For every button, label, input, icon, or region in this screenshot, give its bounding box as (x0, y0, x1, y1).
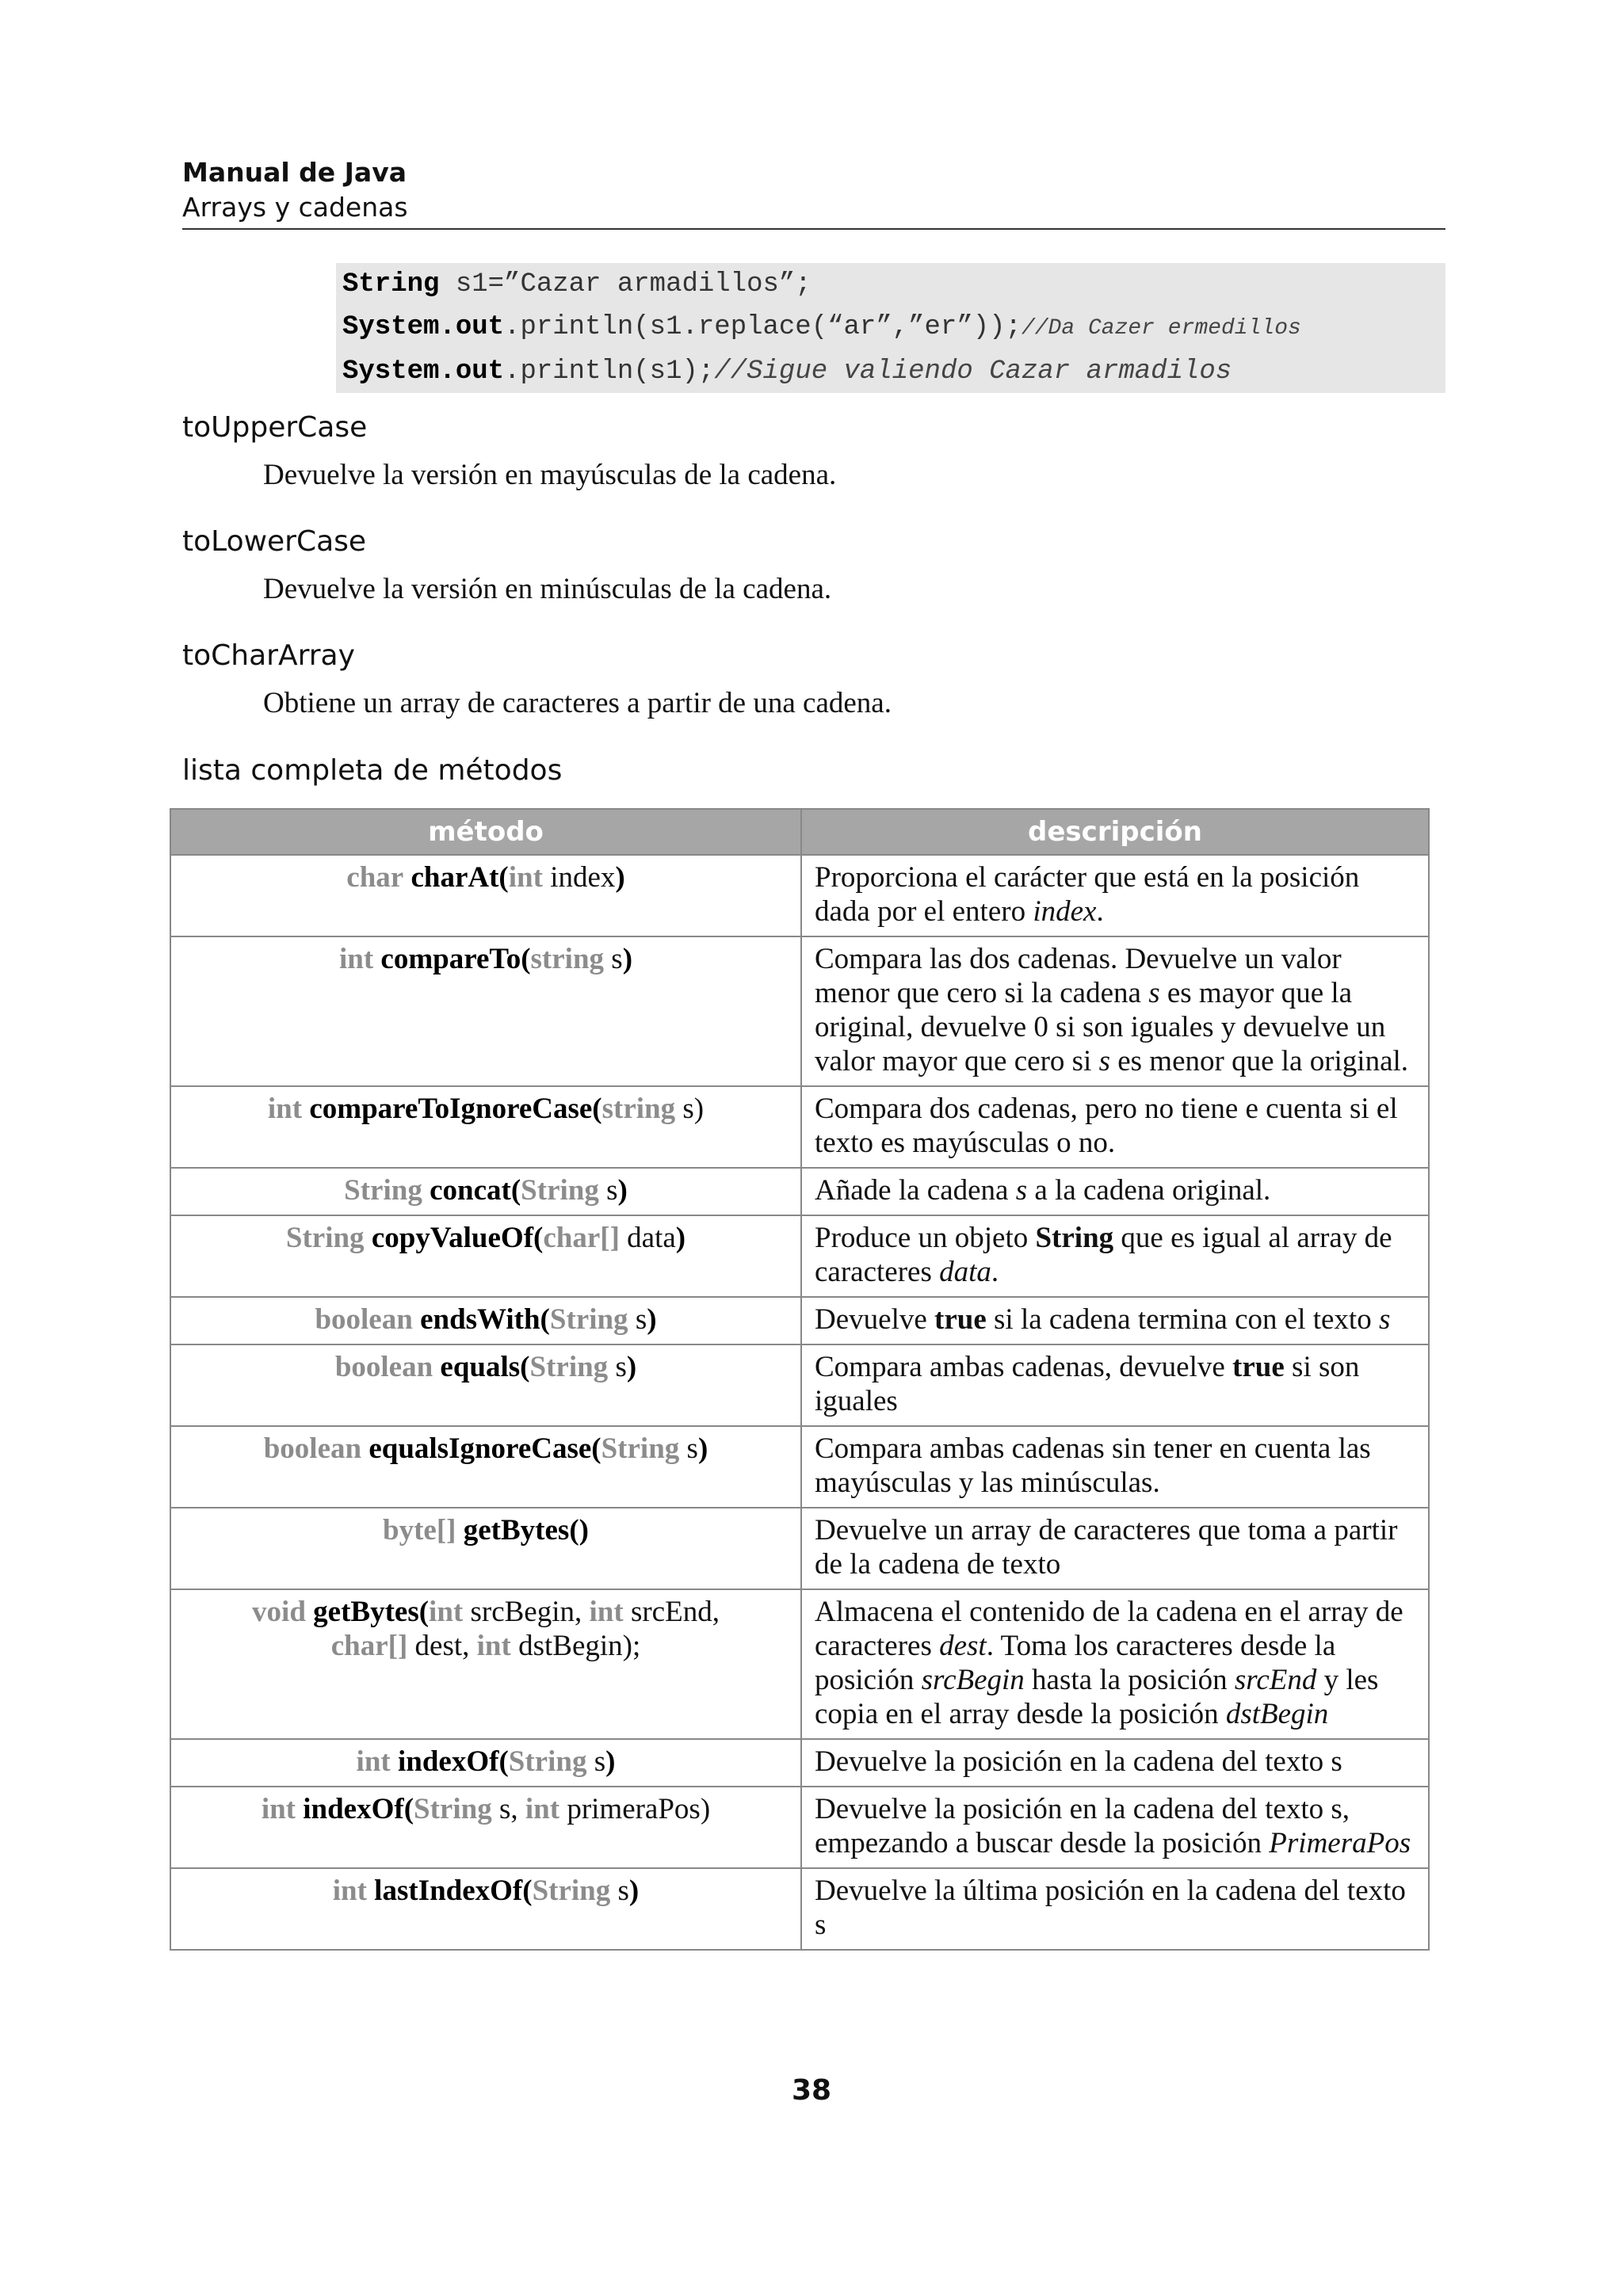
method-signature (170, 1086, 801, 1168)
method-signature (170, 1215, 801, 1297)
method-description (801, 1508, 1429, 1589)
method-signature (170, 1344, 801, 1426)
description-text: Proporciona el carácter que está en la posición dada por el entero (815, 861, 1360, 928)
method-signature (170, 1508, 801, 1589)
param-type: char[] (543, 1222, 620, 1254)
method-name: getBytes() (463, 1514, 589, 1547)
section-description: Devuelve la versión en minúsculas de la cadena. (263, 573, 832, 605)
param-type: String (549, 1303, 628, 1336)
description-text: Produce un objeto (815, 1222, 1036, 1254)
description-emphasis: data (939, 1256, 991, 1288)
table-heading (182, 751, 562, 791)
method-name: equals( (440, 1351, 530, 1383)
section-title: lista completa de métodos (182, 754, 563, 787)
method-description (801, 1589, 1429, 1739)
document-title: Manual de Java (182, 157, 407, 188)
method-name: compareToIgnoreCase( (309, 1093, 602, 1125)
param-name: dest, (407, 1630, 477, 1662)
method-description (801, 1739, 1429, 1787)
paren: ) (622, 943, 633, 975)
paren: ) (628, 1875, 640, 1907)
param-name: s) (675, 1093, 705, 1125)
description-text: Compara ambas cadenas sin tener en cuenta las mayúsculas y las minúsculas. (815, 1432, 1371, 1499)
method-description (801, 1168, 1429, 1215)
param-name: s (608, 1351, 627, 1383)
method-description (801, 1344, 1429, 1426)
code-line (342, 350, 1439, 393)
return-type: String (344, 1174, 422, 1207)
return-type: byte[] (383, 1514, 456, 1547)
description-emphasis: srcBegin (921, 1664, 1025, 1696)
code-keyword: System.out (342, 312, 505, 342)
method-signature (170, 1168, 801, 1215)
description-text: si son iguales (815, 1351, 1360, 1417)
paren: ) (675, 1222, 686, 1254)
description-text: y les copia en el array desde la posición (815, 1664, 1379, 1730)
return-type: int (338, 943, 374, 975)
return-type: char (346, 861, 404, 894)
param-type: String (508, 1745, 587, 1778)
method-signature (170, 1739, 801, 1787)
method-description (801, 1426, 1429, 1508)
table-header-row (170, 809, 1429, 855)
paren: ) (615, 861, 625, 894)
table-row (170, 1215, 1429, 1297)
section-description: Devuelve la versión en mayúsculas de la cadena. (263, 459, 837, 491)
param-name: s (628, 1303, 647, 1336)
paren: ) (617, 1174, 628, 1207)
paren: ) (647, 1303, 657, 1336)
method-name: getBytes( (313, 1596, 430, 1628)
code-text: .println(s1); (504, 357, 715, 387)
method-name: endsWith( (420, 1303, 550, 1336)
param-name: dstBegin); (510, 1630, 641, 1662)
description-emphasis: PrimeraPos (1269, 1827, 1411, 1859)
param-name: s (598, 1174, 618, 1207)
table-row (170, 1426, 1429, 1508)
table-row (170, 1739, 1429, 1787)
method-name: charAt( (411, 861, 509, 894)
description-text: Compara dos cadenas, pero no tiene e cuenta si el texto es mayúsculas o no. (815, 1093, 1398, 1159)
description-text: a la cadena original. (1027, 1174, 1271, 1207)
param-name: index (542, 861, 616, 894)
description-text: Devuelve la posición en la cadena del texto s, empezando a buscar desde la posición (815, 1793, 1350, 1859)
description-text: es mayor que la original, devuelve 0 si son iguales y devuelve un valor mayor que cero si (815, 977, 1386, 1077)
section-tolowercase (182, 522, 831, 609)
method-name: compareTo( (380, 943, 531, 975)
return-type: boolean (315, 1303, 413, 1336)
paren: ) (626, 1351, 637, 1383)
section-title: toLowerCase (182, 525, 367, 558)
description-text: . (991, 1256, 999, 1288)
table-row (170, 1086, 1429, 1168)
method-name: lastIndexOf( (374, 1875, 533, 1907)
section-tochararray (182, 636, 892, 723)
method-name: indexOf( (397, 1745, 509, 1778)
method-name: concat( (430, 1174, 521, 1207)
method-signature (170, 1297, 801, 1344)
method-name: copyValueOf( (371, 1222, 544, 1254)
param-type: String (601, 1432, 680, 1465)
description-emphasis: s (1148, 977, 1160, 1009)
param-type: int (508, 861, 543, 894)
section-description: Obtiene un array de caracteres a partir de una cadena. (263, 687, 892, 719)
param-type: String (532, 1875, 611, 1907)
method-signature (170, 1589, 801, 1739)
method-description (801, 1215, 1429, 1297)
description-text: Añade la cadena (815, 1174, 1016, 1207)
code-comment: //Sigue valiendo Cazar armadilos (714, 357, 1232, 387)
description-emphasis: index (1033, 895, 1097, 928)
code-keyword: System.out (342, 357, 505, 387)
description-text: Almacena el contenido de la cadena en el array de caracteres (815, 1596, 1403, 1662)
table-row (170, 1868, 1429, 1950)
param-type: int (429, 1596, 464, 1628)
param-name: primeraPos) (559, 1793, 711, 1825)
method-signature (170, 1426, 801, 1508)
description-text: Devuelve la posición en la cadena del texto s (815, 1745, 1342, 1778)
param-name: data (619, 1222, 676, 1254)
methods-table (170, 808, 1430, 1951)
page-number: 38 (791, 2074, 832, 2107)
code-block (336, 263, 1445, 393)
description-text: Devuelve la última posición en la cadena del texto s (815, 1875, 1406, 1941)
table-row (170, 855, 1429, 936)
param-name: s (586, 1745, 606, 1778)
description-text: . (1096, 895, 1104, 928)
section-title: toUpperCase (182, 411, 368, 444)
description-text: Compara ambas cadenas, devuelve (815, 1351, 1233, 1383)
description-text: hasta la posición (1024, 1664, 1235, 1696)
return-type: int (267, 1093, 303, 1125)
description-strong: true (934, 1303, 987, 1336)
section-title: toCharArray (182, 639, 355, 672)
code-line (342, 263, 1439, 306)
method-description (801, 855, 1429, 936)
column-header-description: descripción (801, 809, 1429, 855)
table-row (170, 1297, 1429, 1344)
chapter-title: Arrays y cadenas (182, 192, 408, 223)
method-signature (170, 1868, 801, 1950)
page-header (182, 155, 1445, 230)
param-type: int (476, 1630, 511, 1662)
return-type: void (252, 1596, 306, 1628)
table-row (170, 1168, 1429, 1215)
code-comment: //Da Cazer ermedillos (1021, 316, 1301, 341)
description-text: Devuelve (815, 1303, 935, 1336)
method-name: equalsIgnoreCase( (369, 1432, 601, 1465)
description-strong: true (1232, 1351, 1285, 1383)
paren: ) (605, 1745, 616, 1778)
description-emphasis: dest (939, 1630, 987, 1662)
param-name: s (604, 943, 623, 975)
param-type: String (529, 1351, 609, 1383)
column-header-method: método (170, 809, 801, 855)
method-description (801, 1086, 1429, 1168)
return-type: boolean (263, 1432, 362, 1465)
return-type: boolean (334, 1351, 433, 1383)
method-description (801, 1787, 1429, 1868)
code-line (342, 306, 1439, 350)
description-emphasis: dstBegin (1225, 1698, 1329, 1730)
method-description (801, 1868, 1429, 1950)
method-signature (170, 936, 801, 1086)
param-name: s, (491, 1793, 525, 1825)
param-type: String (521, 1174, 599, 1207)
return-type: int (261, 1793, 296, 1825)
description-text: . Toma los caracteres desde la posición (815, 1630, 1336, 1696)
method-signature (170, 855, 801, 936)
description-text: Devuelve un array de caracteres que toma a partir de la cadena de texto (815, 1514, 1398, 1581)
method-description (801, 936, 1429, 1086)
table-row (170, 1787, 1429, 1868)
description-text: que es igual al array de caracteres (815, 1222, 1392, 1288)
description-emphasis: s (1378, 1303, 1391, 1336)
return-type: int (356, 1745, 391, 1778)
section-touppercase (182, 408, 836, 495)
param-type: string (601, 1093, 676, 1125)
table-row (170, 1344, 1429, 1426)
code-keyword: String (342, 269, 440, 299)
param-name: s (610, 1875, 629, 1907)
method-description (801, 1297, 1429, 1344)
param-name: srcEnd, (623, 1596, 720, 1628)
description-emphasis: s (1098, 1045, 1110, 1077)
param-type: string (530, 943, 605, 975)
param-type: int (525, 1793, 560, 1825)
param-type: char[] (330, 1630, 408, 1662)
code-text: .println(s1.replace(“ar”,”er”)); (504, 312, 1022, 342)
description-emphasis: srcEnd (1234, 1664, 1317, 1696)
paren: ) (697, 1432, 708, 1465)
param-type: int (589, 1596, 624, 1628)
description-text: Compara las dos cadenas. Devuelve un valor menor que cero si la cadena (815, 943, 1342, 1009)
description-emphasis: s (1015, 1174, 1028, 1207)
description-strong: String (1035, 1222, 1114, 1254)
return-type: String (285, 1222, 365, 1254)
param-name: s (679, 1432, 698, 1465)
code-text: s1=”Cazar armadillos”; (439, 269, 812, 299)
table-row (170, 936, 1429, 1086)
method-signature (170, 1787, 801, 1868)
description-text: si la cadena termina con el texto (986, 1303, 1379, 1336)
description-text: es menor que la original. (1109, 1045, 1409, 1077)
param-type: String (414, 1793, 492, 1825)
return-type: int (332, 1875, 367, 1907)
method-name: indexOf( (303, 1793, 414, 1825)
table-row (170, 1508, 1429, 1589)
table-row (170, 1589, 1429, 1739)
param-name: srcBegin, (463, 1596, 590, 1628)
